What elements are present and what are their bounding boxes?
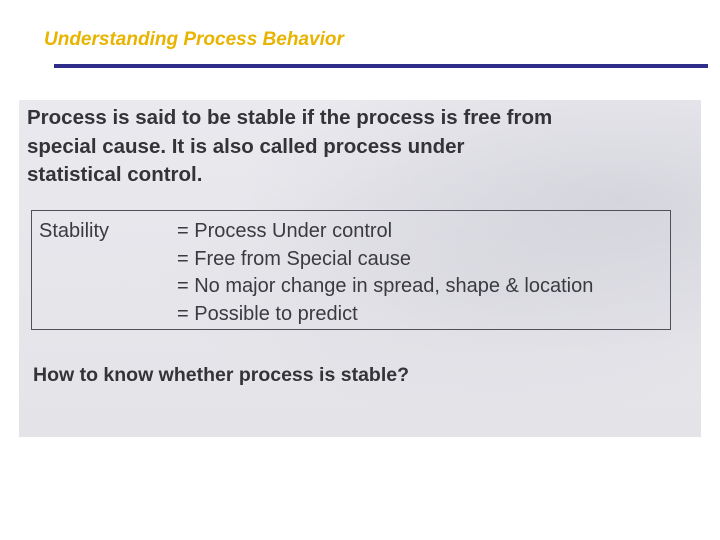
title-underline-rule	[54, 64, 708, 68]
stability-question: How to know whether process is stable?	[33, 364, 409, 386]
slide-title: Understanding Process Behavior	[44, 29, 344, 50]
intro-paragraph	[27, 104, 667, 190]
intro-line: special cause. It is also called process under	[27, 134, 465, 158]
stability-definition-box	[31, 210, 671, 330]
intro-line: Process is said to be stable if the process is free from	[27, 106, 553, 129]
definition-item: = No major change in spread, shape & location	[177, 275, 594, 297]
definition-item: = Free from Special cause	[177, 247, 411, 270]
stability-term: Stability	[39, 220, 110, 242]
stability-definitions-list	[177, 218, 593, 328]
intro-line: statistical control.	[27, 163, 203, 186]
definition-item: = Process Under control	[177, 220, 393, 242]
definition-item: = Possible to predict	[177, 302, 358, 325]
scanned-image	[19, 100, 701, 437]
